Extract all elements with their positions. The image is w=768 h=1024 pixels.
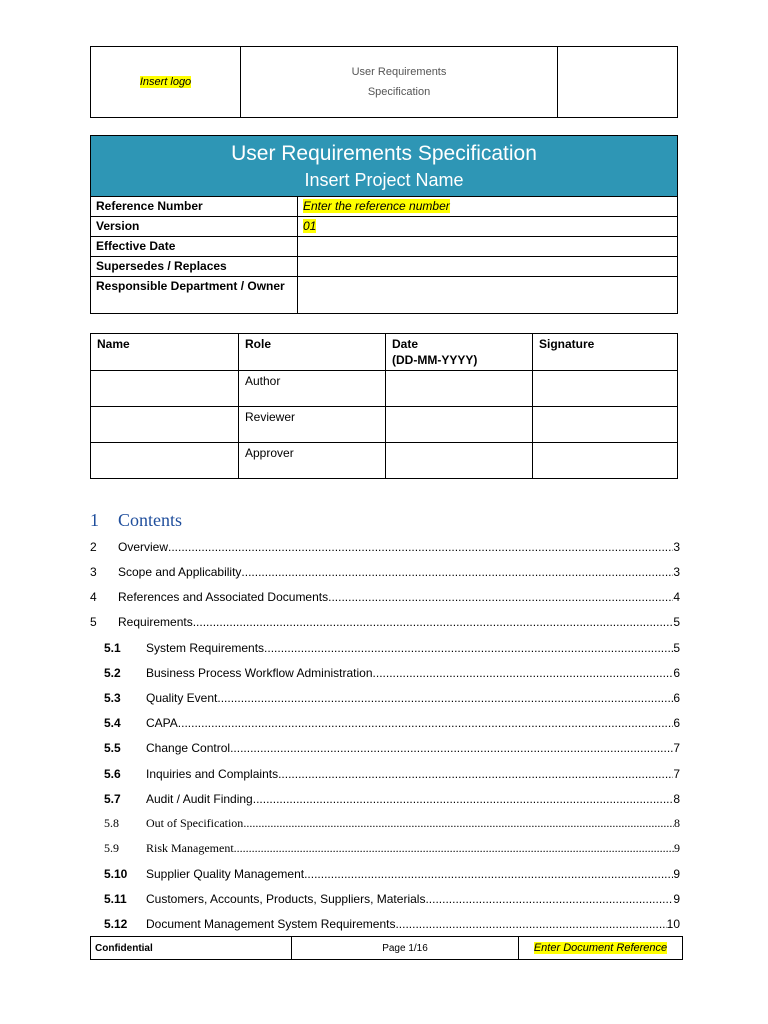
toc-leader	[278, 767, 673, 781]
field-value[interactable]	[298, 257, 678, 277]
field-label: Effective Date	[91, 237, 298, 257]
toc-entry[interactable]	[90, 763, 680, 781]
toc-entry[interactable]	[90, 737, 680, 755]
date-header: Date	[392, 337, 419, 351]
toc-number: 5.10	[104, 867, 128, 881]
page-footer	[90, 936, 683, 960]
toc-leader	[328, 590, 673, 604]
toc-leader	[230, 741, 673, 755]
field-value[interactable]	[298, 237, 678, 257]
column-header: Name	[91, 334, 239, 371]
contents-number: 1	[90, 510, 99, 530]
footer-confidential: Confidential	[91, 937, 292, 960]
toc-leader	[193, 615, 674, 629]
toc-entry[interactable]	[90, 913, 680, 931]
header-title	[241, 47, 558, 118]
toc-number: 5.7	[104, 792, 121, 806]
page-header	[90, 46, 678, 118]
toc-page: 6	[673, 691, 680, 705]
date-cell[interactable]	[386, 407, 533, 443]
signature-table	[90, 333, 678, 479]
field-value[interactable]	[298, 197, 678, 217]
toc-leader	[178, 716, 674, 730]
toc-text: CAPA	[146, 716, 178, 730]
toc-entry[interactable]	[90, 561, 680, 579]
toc-entry[interactable]	[90, 838, 680, 856]
field-label: Reference Number	[91, 197, 298, 217]
header-title-line2: Specification	[367, 86, 431, 98]
toc-text: System Requirements	[146, 641, 265, 655]
toc-number: 5.5	[104, 741, 121, 755]
footer-reference-cell[interactable]	[519, 937, 683, 960]
toc-page: 4	[673, 590, 680, 604]
toc-number: 5.3	[104, 691, 121, 705]
role-cell: Author	[239, 371, 386, 407]
toc-text: Requirements	[118, 615, 193, 629]
contents-heading	[90, 510, 182, 531]
signature-cell[interactable]	[533, 371, 678, 407]
role-cell: Approver	[239, 443, 386, 479]
toc-number: 3	[90, 565, 97, 579]
toc-entry[interactable]	[90, 788, 680, 806]
toc-text: Inquiries and Complaints	[146, 767, 279, 781]
toc-leader	[395, 917, 666, 931]
date-cell[interactable]	[386, 371, 533, 407]
contents-title: Contents	[118, 510, 183, 530]
field-label: Supersedes / Replaces	[91, 257, 298, 277]
footer-reference: Enter Document Reference	[533, 942, 668, 954]
toc-text: Scope and Applicability	[118, 565, 242, 579]
version-value: 01	[303, 219, 317, 233]
column-header	[386, 334, 533, 371]
toc-number: 5.11	[104, 892, 127, 906]
field-label: Responsible Department / Owner	[91, 277, 298, 314]
toc-leader	[243, 816, 674, 831]
toc-entry[interactable]	[90, 813, 680, 831]
role-cell: Reviewer	[239, 407, 386, 443]
toc-entry[interactable]	[90, 662, 680, 680]
toc-page: 7	[673, 767, 680, 781]
toc-number: 5.4	[104, 716, 121, 730]
toc-page: 5	[673, 615, 680, 629]
table-row	[91, 443, 678, 479]
toc-number: 5	[90, 615, 97, 629]
toc-leader	[168, 540, 673, 554]
toc-page: 8	[673, 792, 680, 806]
toc-number: 2	[90, 540, 97, 554]
toc-number: 5.2	[104, 666, 121, 680]
toc-text: Quality Event	[146, 691, 218, 705]
field-value[interactable]	[298, 277, 678, 314]
toc-number: 5.12	[104, 917, 128, 931]
toc-leader	[234, 841, 674, 856]
toc-page: 6	[673, 716, 680, 730]
toc-text: Risk Management	[146, 841, 234, 855]
signature-cell[interactable]	[533, 407, 678, 443]
logo-placeholder: Insert logo	[139, 76, 192, 88]
toc-leader	[425, 892, 673, 906]
footer-page-number: Page 1/16	[292, 937, 519, 960]
toc-text: Customers, Accounts, Products, Suppliers, Materials	[146, 892, 426, 906]
toc-leader	[264, 641, 673, 655]
toc-page: 9	[673, 892, 680, 906]
toc-number: 5.1	[104, 641, 121, 655]
signature-cell[interactable]	[533, 443, 678, 479]
toc-text: Out of Specification	[146, 816, 244, 830]
date-format-header: (DD-MM-YYYY)	[392, 353, 478, 367]
toc-leader	[253, 792, 674, 806]
name-cell[interactable]	[91, 407, 239, 443]
field-value[interactable]	[298, 217, 678, 237]
column-header: Signature	[533, 334, 678, 371]
toc-entry[interactable]	[90, 611, 680, 629]
name-cell[interactable]	[91, 443, 239, 479]
document-title: User Requirements Specification	[231, 142, 537, 165]
header-blank-cell	[558, 47, 678, 118]
toc-number: 5.9	[104, 841, 119, 855]
field-label: Version	[91, 217, 298, 237]
toc-page: 9	[673, 867, 680, 881]
toc-page: 5	[673, 641, 680, 655]
project-name: Insert Project Name	[304, 170, 464, 190]
toc-number: 4	[90, 590, 97, 604]
toc-entry[interactable]	[90, 888, 680, 906]
title-banner	[91, 136, 678, 197]
name-cell[interactable]	[91, 371, 239, 407]
toc-text: Document Management System Requirements	[146, 917, 396, 931]
toc-leader	[304, 867, 673, 881]
toc-number: 5.8	[104, 816, 119, 830]
toc-page: 6	[673, 666, 680, 680]
table-row	[91, 407, 678, 443]
toc-entry[interactable]	[90, 536, 680, 554]
toc-text: Audit / Audit Finding	[146, 792, 253, 806]
toc-text: Overview	[118, 540, 169, 554]
toc-page: 3	[673, 540, 680, 554]
reference-number-value: Enter the reference number	[303, 199, 450, 213]
toc-page: 8	[674, 816, 680, 830]
toc-text: Supplier Quality Management	[146, 867, 305, 881]
toc-leader	[241, 565, 673, 579]
header-title-line1: User Requirements	[351, 66, 447, 78]
toc-page: 9	[674, 841, 680, 855]
toc-page: 7	[673, 741, 680, 755]
toc-entry[interactable]	[90, 863, 680, 881]
toc-leader	[373, 666, 674, 680]
toc-leader	[217, 691, 673, 705]
toc-entry[interactable]	[90, 687, 680, 705]
toc-entry[interactable]	[90, 637, 680, 655]
table-header-row	[91, 334, 678, 371]
toc-page: 10	[666, 917, 680, 931]
toc-entry[interactable]	[90, 712, 680, 730]
toc-text: Business Process Workflow Administration	[146, 666, 373, 680]
toc-page: 3	[673, 565, 680, 579]
toc-text: References and Associated Documents	[118, 590, 329, 604]
toc-number: 5.6	[104, 767, 121, 781]
column-header: Role	[239, 334, 386, 371]
toc-entry[interactable]	[90, 586, 680, 604]
logo-cell	[91, 47, 241, 118]
toc-text: Change Control	[146, 741, 231, 755]
table-row	[91, 371, 678, 407]
date-cell[interactable]	[386, 443, 533, 479]
title-block	[90, 135, 678, 314]
